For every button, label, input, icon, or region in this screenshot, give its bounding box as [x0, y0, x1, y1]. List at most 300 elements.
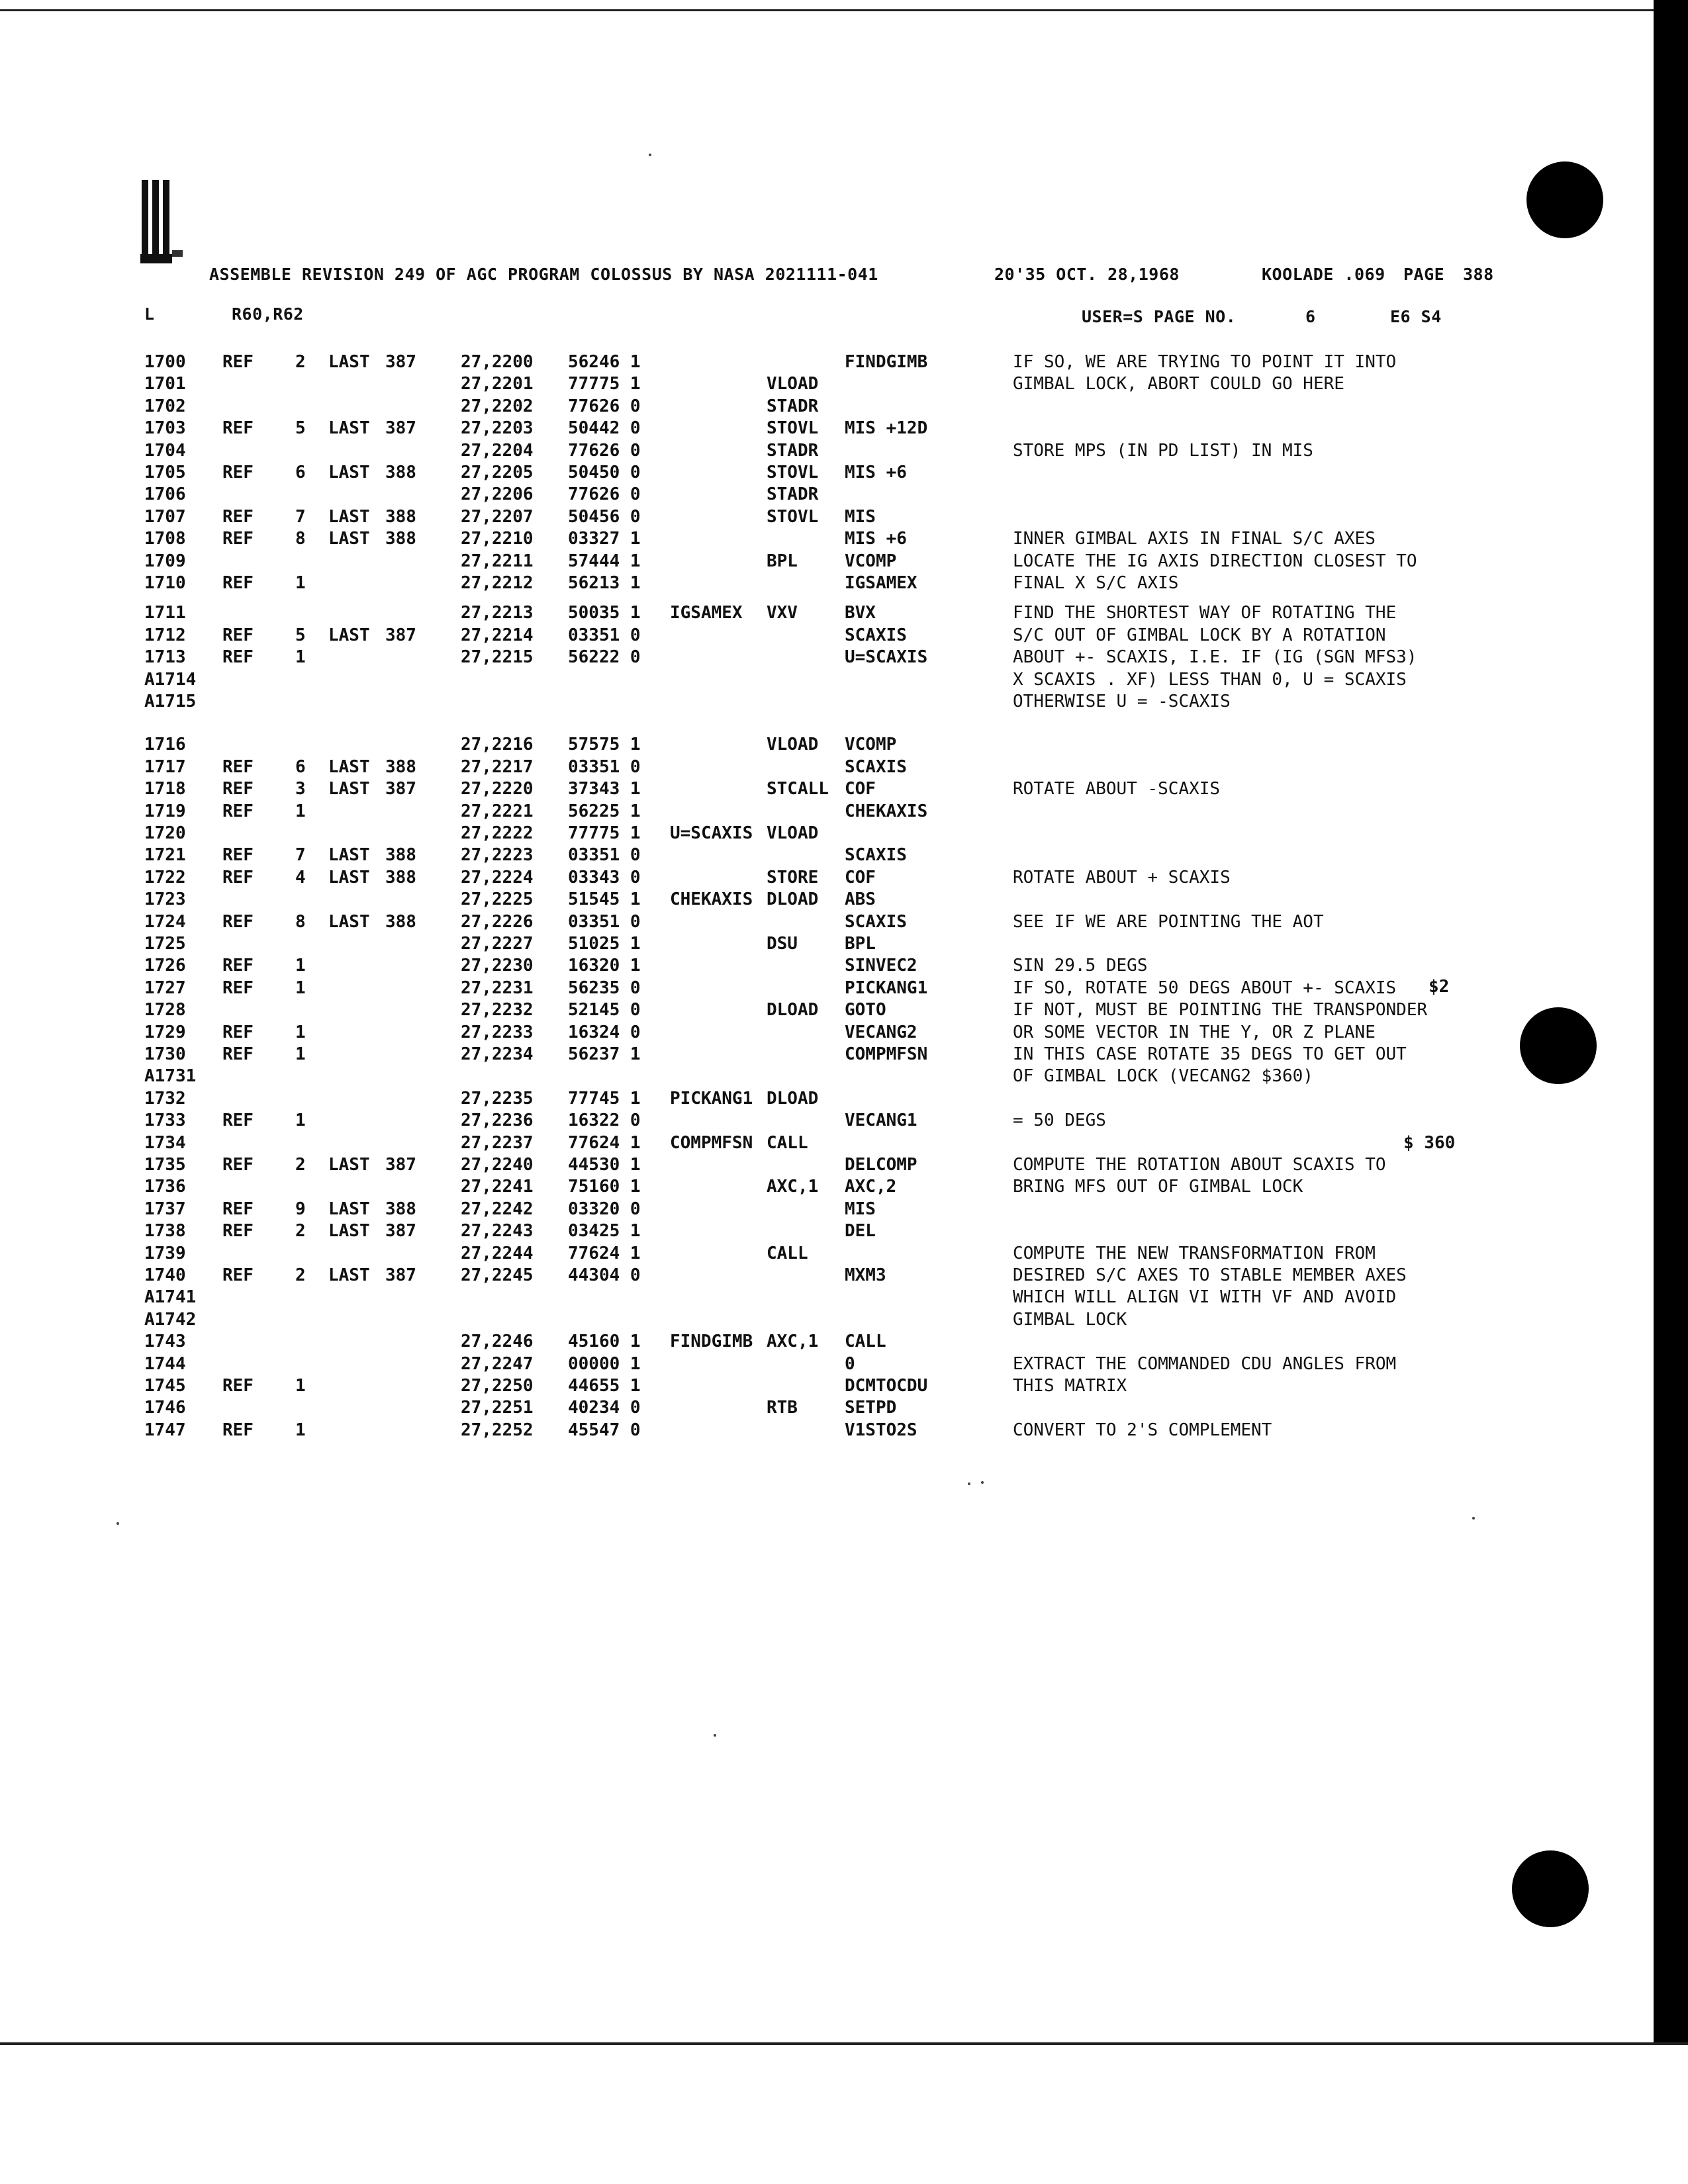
operand: CALL [845, 1332, 886, 1352]
comment: OF GIMBAL LOCK (VECANG2 $360) [1013, 1066, 1313, 1087]
operand: VCOMP [845, 551, 897, 571]
ref-count: 7 [295, 845, 306, 866]
octal-word: 56246 1 [568, 352, 641, 372]
octal-word: 03351 0 [568, 756, 641, 777]
last-flag: LAST [328, 1155, 370, 1175]
octal-word: 77624 1 [568, 1243, 641, 1263]
ref-count: 2 [295, 352, 306, 372]
ref-flag: REF [222, 1155, 254, 1175]
ref-flag: REF [222, 1199, 254, 1219]
octal-word: 45160 1 [568, 1332, 641, 1352]
opcode: STOVL [767, 463, 819, 482]
comment: S/C OUT OF GIMBAL LOCK BY A ROTATION [1013, 625, 1386, 645]
table-row [0, 647, 1523, 668]
ref-flag: REF [222, 911, 254, 932]
last-page: 388 [385, 756, 416, 777]
address: 27,2224 [461, 867, 534, 887]
operand: COMPMFSN [845, 1044, 928, 1064]
ref-count: 1 [295, 1022, 306, 1042]
last-flag: LAST [328, 1265, 370, 1285]
table-row [0, 670, 1523, 691]
operand: FINDGIMB [845, 352, 928, 372]
line-number: 1706 [144, 484, 186, 505]
table-row [0, 823, 1523, 844]
table-row [0, 978, 1523, 999]
table-row [0, 551, 1523, 572]
address: 27,2225 [461, 889, 534, 910]
line-number: 1717 [144, 756, 186, 777]
ref-flag: REF [222, 573, 254, 593]
comment: ROTATE ABOUT -SCAXIS [1013, 779, 1221, 799]
operand: VECANG1 [845, 1111, 917, 1131]
octal-word: 16324 0 [568, 1022, 641, 1042]
table-row [0, 1376, 1523, 1397]
octal-word: 03351 0 [568, 911, 641, 932]
speck [981, 1481, 984, 1484]
line-number: 1737 [144, 1199, 186, 1219]
page-label: PAGE [1403, 265, 1445, 284]
opcode: STADR [767, 484, 819, 505]
last-page: 388 [385, 506, 416, 527]
line-number: 1719 [144, 801, 186, 821]
octal-word: 44655 1 [568, 1376, 641, 1396]
last-page: 387 [385, 1265, 416, 1285]
address: 27,2227 [461, 934, 534, 954]
table-row [0, 1199, 1523, 1220]
comment: THIS MATRIX [1013, 1376, 1127, 1396]
ref-flag: REF [222, 978, 254, 998]
address: 27,2234 [461, 1044, 534, 1064]
ref-flag: REF [222, 1022, 254, 1042]
opcode: STOVL [767, 418, 819, 439]
last-page: 388 [385, 529, 416, 549]
address: 27,2210 [461, 529, 534, 549]
comment: IF NOT, MUST BE POINTING THE TRANSPONDER [1013, 1000, 1428, 1021]
line-number: 1745 [144, 1376, 186, 1396]
scan-bottom-edge [0, 2042, 1688, 2045]
ref-flag: REF [222, 506, 254, 527]
table-row [0, 1044, 1523, 1066]
address: 27,2233 [461, 1022, 534, 1042]
line-number: 1726 [144, 956, 186, 976]
symbol-label: IGSAMEX [670, 603, 743, 623]
line-number: 1724 [144, 911, 186, 932]
table-row [0, 889, 1523, 911]
comment: DESIRED S/C AXES TO STABLE MEMBER AXES [1013, 1265, 1407, 1285]
scan-right-edge [1654, 0, 1688, 2044]
octal-word: 77626 0 [568, 484, 641, 505]
line-number: 1723 [144, 889, 186, 910]
speck [1472, 1517, 1475, 1520]
operand: AXC,2 [845, 1177, 897, 1197]
table-row [0, 1244, 1523, 1265]
operand: SETPD [845, 1398, 897, 1418]
table-row [0, 1287, 1523, 1308]
ref-count: 2 [295, 1221, 306, 1242]
table-row [0, 484, 1523, 506]
comment: CONVERT TO 2'S COMPLEMENT [1013, 1420, 1272, 1440]
table-row [0, 1177, 1523, 1198]
ref-count: 1 [295, 956, 306, 976]
ref-count: 1 [295, 978, 306, 998]
operand: MIS +12D [845, 418, 928, 439]
last-flag: LAST [328, 506, 370, 527]
ref-flag: REF [222, 956, 254, 976]
operand: BVX [845, 603, 876, 623]
operand: SCAXIS [845, 845, 907, 866]
line-number: 1747 [144, 1420, 186, 1440]
line-number: 1738 [144, 1221, 186, 1242]
address: 27,2201 [461, 374, 534, 394]
opcode: CALL [767, 1132, 808, 1153]
address: 27,2202 [461, 396, 534, 416]
line-number: 1713 [144, 647, 186, 668]
line-number: 1711 [144, 603, 186, 623]
operand: COF [845, 779, 876, 799]
line-number: 1732 [144, 1088, 186, 1109]
line-number: 1720 [144, 823, 186, 843]
opcode: VXV [767, 603, 798, 623]
last-flag: LAST [328, 625, 370, 645]
address: 27,2230 [461, 956, 534, 976]
line-number: 1705 [144, 463, 186, 482]
octal-word: 03320 0 [568, 1199, 641, 1219]
last-page: 387 [385, 1221, 416, 1242]
speck [117, 1522, 119, 1525]
operand: SCAXIS [845, 625, 907, 645]
octal-word: 03327 1 [568, 529, 641, 549]
address: 27,2250 [461, 1376, 534, 1396]
ref-flag: REF [222, 845, 254, 866]
last-flag: LAST [328, 867, 370, 887]
address: 27,2214 [461, 625, 534, 645]
last-flag: LAST [328, 911, 370, 932]
operand: IGSAMEX [845, 573, 917, 593]
opcode: STADR [767, 440, 819, 461]
last-flag: LAST [328, 418, 370, 439]
table-row [0, 779, 1523, 800]
address: 27,2251 [461, 1398, 534, 1418]
operand: CHEKAXIS [845, 801, 928, 821]
last-page: 387 [385, 779, 416, 799]
ref-count: 4 [295, 867, 306, 887]
operand: U=SCAXIS [845, 647, 928, 668]
table-row [0, 352, 1523, 373]
ref-count: 5 [295, 625, 306, 645]
symbol-label: FINDGIMB [670, 1332, 753, 1352]
octal-word: 56235 0 [568, 978, 641, 998]
ref-flag: REF [222, 529, 254, 549]
table-row [0, 529, 1523, 550]
symbol-label: PICKANG1 [670, 1088, 753, 1109]
line-number: 1712 [144, 625, 186, 645]
line-number: 1734 [144, 1132, 186, 1153]
address: 27,2205 [461, 463, 534, 482]
line-number: 1701 [144, 374, 186, 394]
octal-word: 50035 1 [568, 603, 641, 623]
octal-word: 56225 1 [568, 801, 641, 821]
ref-count: 1 [295, 1376, 306, 1396]
ref-flag: REF [222, 801, 254, 821]
last-page: 388 [385, 845, 416, 866]
comment: OTHERWISE U = -SCAXIS [1013, 692, 1231, 711]
line-number: A1715 [144, 692, 197, 711]
octal-word: 75160 1 [568, 1177, 641, 1197]
ref-count: 8 [295, 911, 306, 932]
punch-hole-middle [1520, 1007, 1597, 1084]
operand: VCOMP [845, 735, 897, 755]
octal-word: 51545 1 [568, 889, 641, 910]
octal-word: 56222 0 [568, 647, 641, 668]
ref-count: 1 [295, 1420, 306, 1440]
address: 27,2243 [461, 1221, 534, 1242]
table-row [0, 1354, 1523, 1375]
address: 27,2235 [461, 1088, 534, 1109]
operand: V1STO2S [845, 1420, 917, 1440]
comment: GIMBAL LOCK, ABORT COULD GO HERE [1013, 374, 1344, 394]
comment: WHICH WILL ALIGN VI WITH VF AND AVOID [1013, 1287, 1397, 1308]
last-page: 388 [385, 867, 416, 887]
octal-word: 77775 1 [568, 374, 641, 394]
address: 27,2252 [461, 1420, 534, 1440]
opcode: DLOAD [767, 889, 819, 910]
address: 27,2226 [461, 911, 534, 932]
opcode: AXC,1 [767, 1332, 819, 1352]
table-row [0, 1221, 1523, 1242]
comment: ROTATE ABOUT + SCAXIS [1013, 867, 1231, 887]
page-number: 388 [1463, 265, 1494, 284]
operand: DEL [845, 1221, 876, 1242]
address: 27,2247 [461, 1353, 534, 1374]
comment: FIND THE SHORTEST WAY OF ROTATING THE [1013, 603, 1397, 623]
line-number: 1725 [144, 934, 186, 954]
address: 27,2215 [461, 647, 534, 668]
address: 27,2211 [461, 551, 534, 571]
ref-count: 8 [295, 529, 306, 549]
table-row [0, 735, 1523, 756]
operand: SCAXIS [845, 756, 907, 777]
address: 27,2222 [461, 823, 534, 843]
operand: COF [845, 867, 876, 887]
line-number: 1729 [144, 1022, 186, 1042]
octal-word: 52145 0 [568, 1000, 641, 1021]
octal-word: 37343 1 [568, 779, 641, 799]
comment: FINAL X S/C AXIS [1013, 573, 1179, 593]
address: 27,2200 [461, 352, 534, 372]
line-number: 1736 [144, 1177, 186, 1197]
address: 27,2204 [461, 440, 534, 461]
octal-word: 40234 0 [568, 1398, 641, 1418]
octal-word: 00000 1 [568, 1353, 641, 1374]
table-row [0, 1265, 1523, 1287]
punch-hole-top [1526, 161, 1603, 238]
line-number: A1731 [144, 1066, 197, 1087]
comment: ABOUT +- SCAXIS, I.E. IF (IG (SGN MFS3) [1013, 647, 1417, 668]
octal-word: 03343 0 [568, 867, 641, 887]
address: 27,2221 [461, 801, 534, 821]
address: 27,2216 [461, 735, 534, 755]
comment: SIN 29.5 DEGS [1013, 956, 1148, 976]
address: 27,2232 [461, 1000, 534, 1021]
last-page: 387 [385, 418, 416, 439]
last-flag: LAST [328, 463, 370, 482]
opcode: VLOAD [767, 823, 819, 843]
opcode: VLOAD [767, 374, 819, 394]
operand: SCAXIS [845, 911, 907, 932]
comment: IF SO, ROTATE 50 DEGS ABOUT +- SCAXIS [1013, 978, 1397, 998]
last-page: 388 [385, 1199, 416, 1219]
table-row [0, 757, 1523, 778]
comment: OR SOME VECTOR IN THE Y, OR Z PLANE [1013, 1022, 1376, 1042]
line-number: 1739 [144, 1243, 186, 1263]
ref-flag: REF [222, 867, 254, 887]
ref-count: 1 [295, 1044, 306, 1064]
last-flag: LAST [328, 352, 370, 372]
comment: SEE IF WE ARE POINTING THE AOT [1013, 911, 1324, 932]
opcode: STADR [767, 396, 819, 416]
table-row [0, 1111, 1523, 1132]
users-page-label: USER=S PAGE NO. [1082, 307, 1237, 326]
address: 27,2212 [461, 573, 534, 593]
ref-flag: REF [222, 1265, 254, 1285]
octal-word: 16322 0 [568, 1111, 641, 1131]
ref-count: 3 [295, 779, 306, 799]
symbol-label: COMPMFSN [670, 1132, 753, 1153]
table-row [0, 801, 1523, 823]
listing-timestamp: 20'35 OCT. 28,1968 [994, 265, 1180, 284]
comment: IN THIS CASE ROTATE 35 DEGS TO GET OUT [1013, 1044, 1407, 1064]
address: 27,2220 [461, 779, 534, 799]
address: 27,2240 [461, 1155, 534, 1175]
line-number: 1716 [144, 735, 186, 755]
listing-title: ASSEMBLE REVISION 249 OF AGC PROGRAM COLOSSUS BY NASA 2021111-041 [209, 265, 878, 284]
table-row [0, 1332, 1523, 1353]
address: 27,2242 [461, 1199, 534, 1219]
octal-word: 56213 1 [568, 573, 641, 593]
line-number: 1708 [144, 529, 186, 549]
last-page: 387 [385, 352, 416, 372]
octal-word: 77626 0 [568, 396, 641, 416]
last-flag: LAST [328, 756, 370, 777]
address: 27,2223 [461, 845, 534, 866]
ref-count: 1 [295, 573, 306, 593]
address: 27,2244 [461, 1243, 534, 1263]
operand: MIS +6 [845, 463, 907, 482]
line-number: 1722 [144, 867, 186, 887]
ref-count: 2 [295, 1265, 306, 1285]
section-name: R60,R62 [232, 304, 304, 324]
comment: COMPUTE THE ROTATION ABOUT SCAXIS TO [1013, 1155, 1386, 1175]
table-row [0, 1155, 1523, 1176]
line-number: 1700 [144, 352, 186, 372]
ref-count: 1 [295, 801, 306, 821]
punch-hole-bottom [1512, 1850, 1589, 1927]
ref-flag: REF [222, 756, 254, 777]
address: 27,2206 [461, 484, 534, 505]
scan-top-edge [0, 9, 1675, 11]
line-number: 1740 [144, 1265, 186, 1285]
operand: DELCOMP [845, 1155, 917, 1175]
column-l: L [144, 304, 155, 324]
table-row [0, 912, 1523, 933]
speck [649, 154, 651, 156]
table-row [0, 507, 1523, 528]
comment: GIMBAL LOCK [1013, 1309, 1127, 1330]
operand: MXM3 [845, 1265, 886, 1285]
line-number: 1704 [144, 440, 186, 461]
comment: = 50 DEGS [1013, 1111, 1106, 1131]
ref-flag: REF [222, 1044, 254, 1064]
table-row [0, 956, 1523, 977]
operand: ABS [845, 889, 876, 910]
note-1726: $2 [1429, 977, 1450, 997]
ref-flag: REF [222, 1111, 254, 1131]
comment: LOCATE THE IG AXIS DIRECTION CLOSEST TO [1013, 551, 1417, 571]
table-row [0, 625, 1523, 647]
address: 27,2203 [461, 418, 534, 439]
octal-word: 77745 1 [568, 1088, 641, 1109]
ref-count: 5 [295, 418, 306, 439]
operand: MIS +6 [845, 529, 907, 549]
comment: BRING MFS OUT OF GIMBAL LOCK [1013, 1177, 1303, 1197]
table-row [0, 573, 1523, 594]
operand: VECANG2 [845, 1022, 917, 1042]
speck [968, 1482, 970, 1485]
opcode: DSU [767, 934, 798, 954]
octal-word: 77626 0 [568, 440, 641, 461]
operand: SINVEC2 [845, 956, 917, 976]
operand: PICKANG1 [845, 978, 928, 998]
last-page: 388 [385, 463, 416, 482]
operand: 0 [845, 1353, 855, 1374]
comment: STORE MPS (IN PD LIST) IN MIS [1013, 440, 1313, 461]
operand: MIS [845, 1199, 876, 1219]
opcode: CALL [767, 1243, 808, 1263]
last-flag: LAST [328, 779, 370, 799]
address: 27,2237 [461, 1132, 534, 1153]
line-number: 1728 [144, 1000, 186, 1021]
line-number: 1718 [144, 779, 186, 799]
address: 27,2236 [461, 1111, 534, 1131]
table-row [0, 374, 1523, 395]
address: 27,2246 [461, 1332, 534, 1352]
opcode: BPL [767, 551, 798, 571]
octal-word: 44304 0 [568, 1265, 641, 1285]
line-number: 1735 [144, 1155, 186, 1175]
symbol-label: CHEKAXIS [670, 889, 753, 910]
table-row [0, 1398, 1523, 1419]
line-number: 1707 [144, 506, 186, 527]
ref-flag: REF [222, 625, 254, 645]
ref-flag: REF [222, 463, 254, 482]
section-code: E6 S4 [1390, 307, 1442, 326]
ref-count: 9 [295, 1199, 306, 1219]
symbol-label: U=SCAXIS [670, 823, 753, 843]
address: 27,2217 [461, 756, 534, 777]
last-flag: LAST [328, 1221, 370, 1242]
opcode: RTB [767, 1398, 798, 1418]
table-row [0, 396, 1523, 418]
ref-count: 6 [295, 756, 306, 777]
last-page: 387 [385, 625, 416, 645]
octal-word: 03425 1 [568, 1221, 641, 1242]
comment: X SCAXIS . XF) LESS THAN 0, U = SCAXIS [1013, 669, 1407, 690]
opcode: STOVL [767, 506, 819, 527]
octal-word: 50450 0 [568, 463, 641, 482]
octal-word: 77775 1 [568, 823, 641, 843]
line-number: 1746 [144, 1398, 186, 1418]
octal-word: 50442 0 [568, 418, 641, 439]
